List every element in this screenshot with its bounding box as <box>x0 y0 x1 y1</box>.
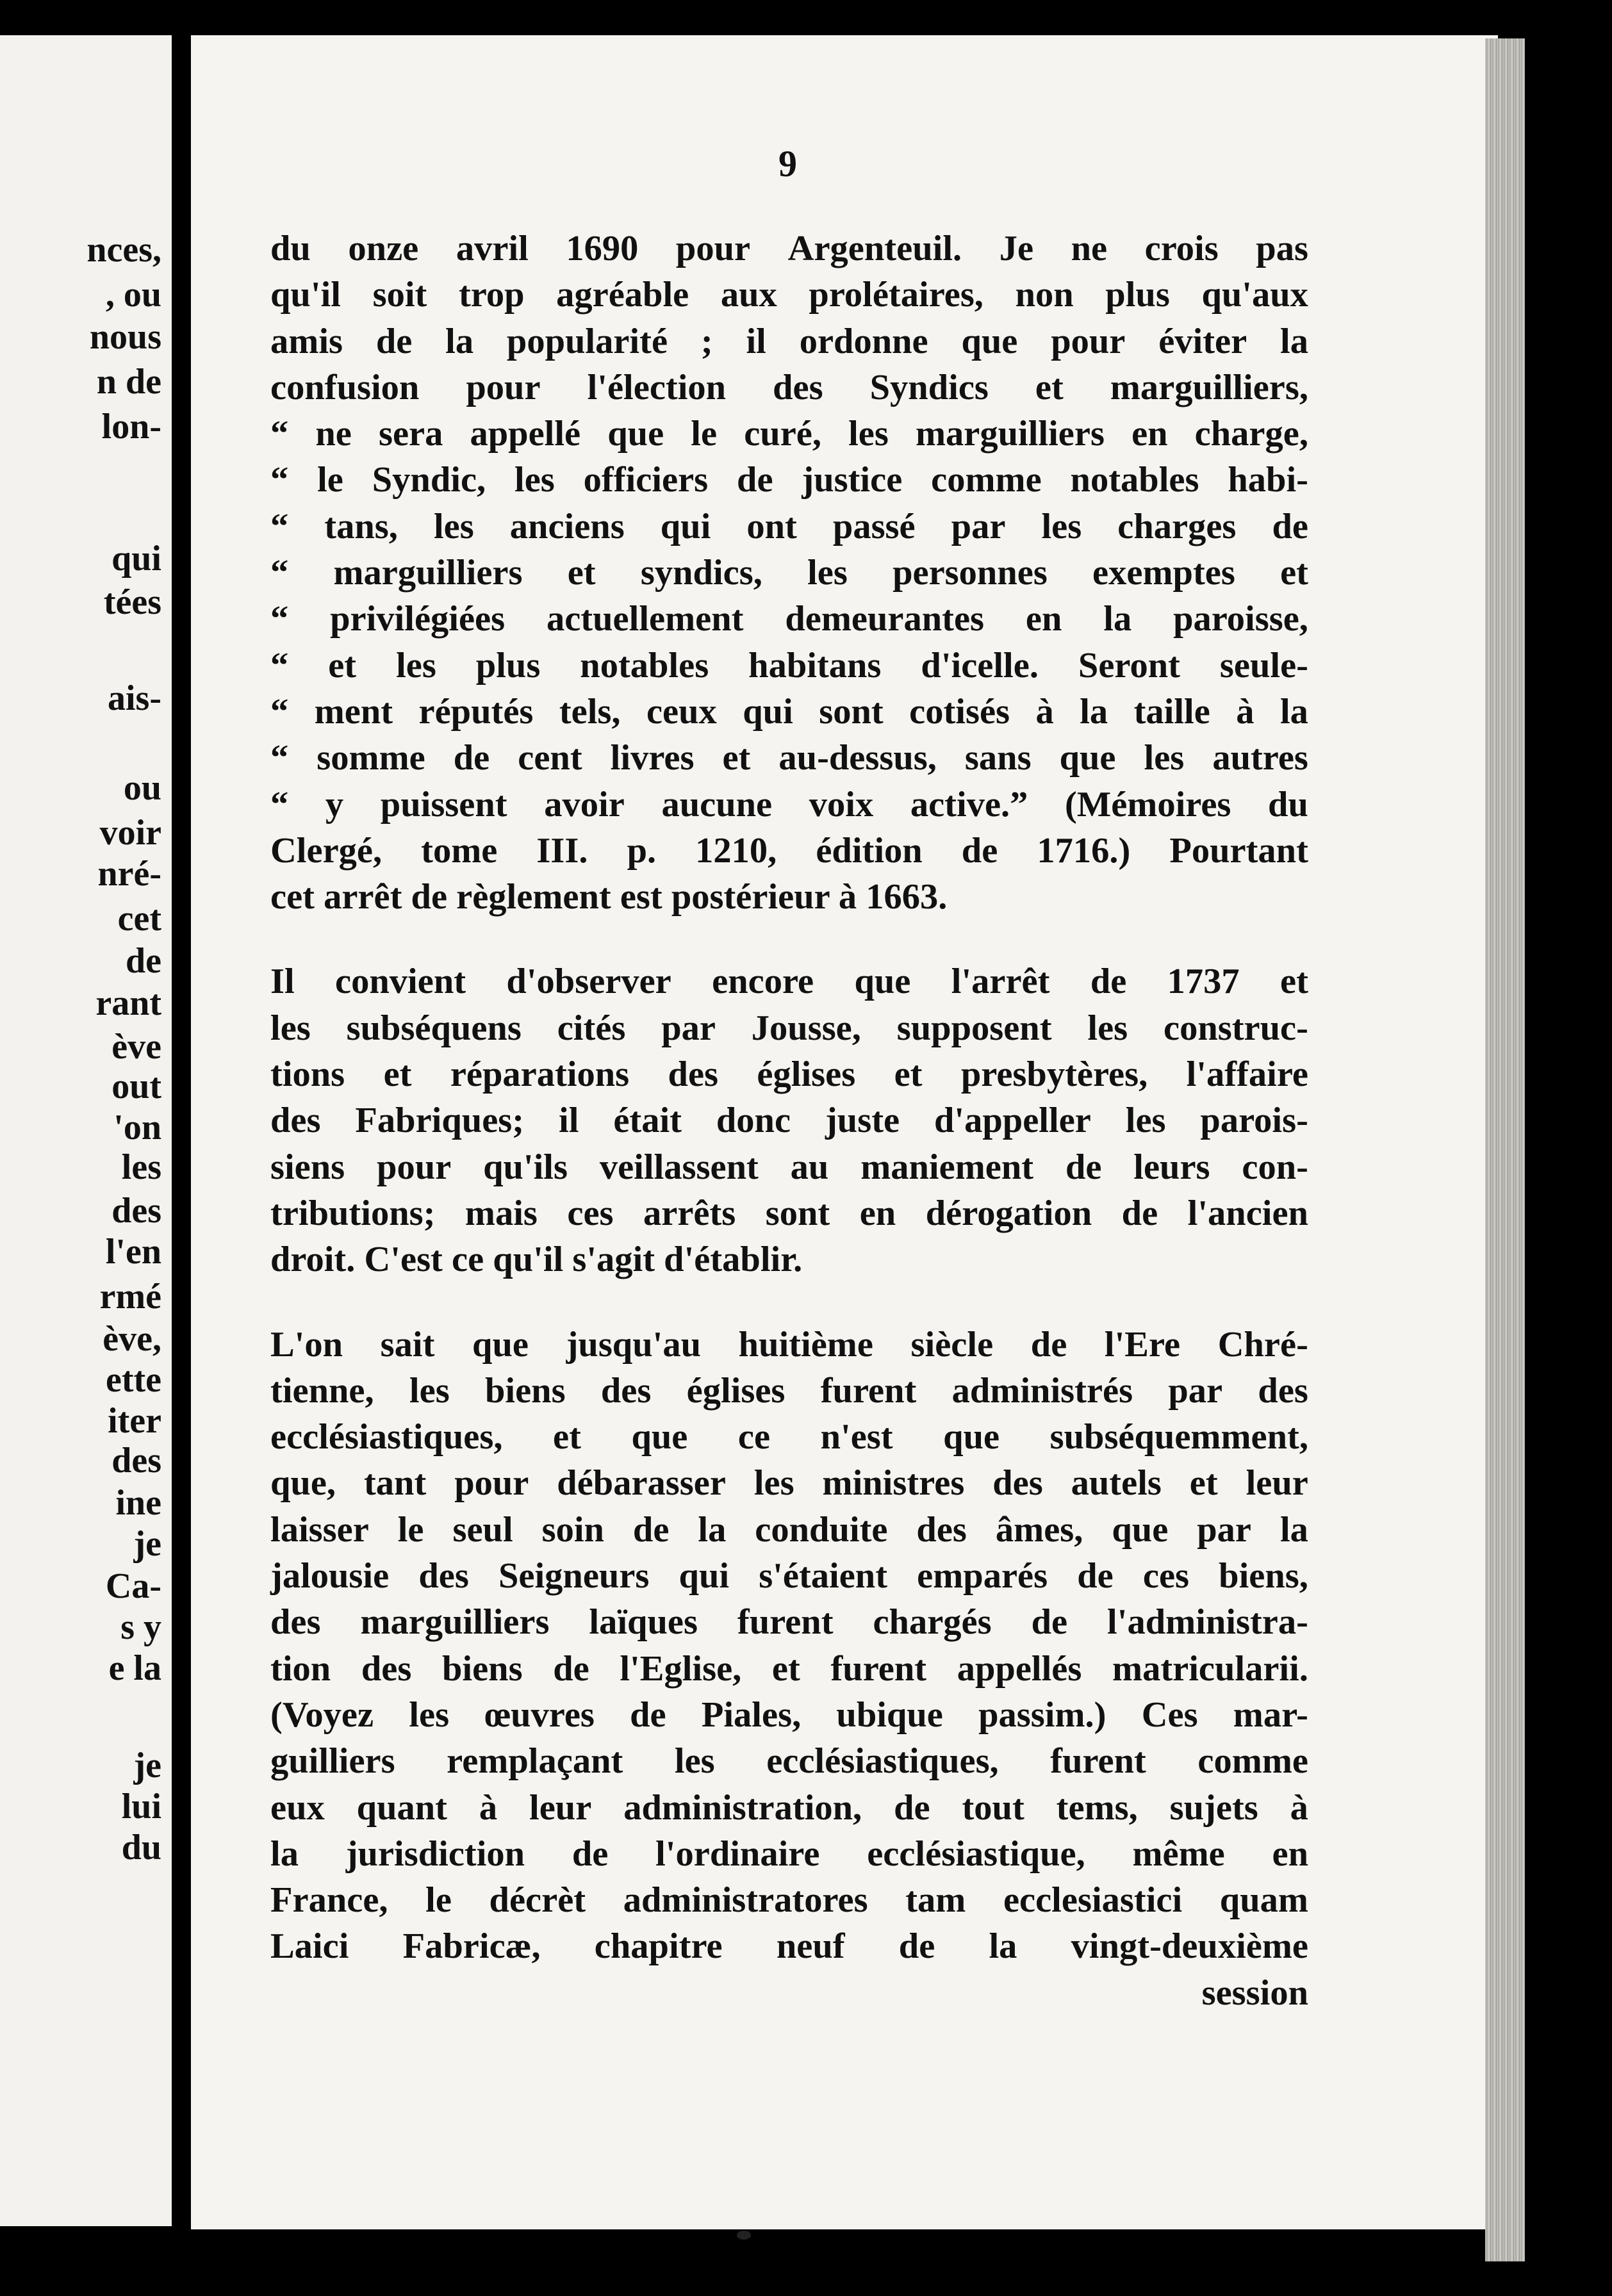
facing-page-line: l'en <box>105 1232 161 1272</box>
text-line: “ marguilliers et syndics, les personnes exemptes et <box>270 553 1308 593</box>
text-line: jalousie des Seigneurs qui s'étaient emparés de ces biens, <box>270 1556 1308 1596</box>
text-line: France, le décrèt administratores tam ecclesiastici quam <box>270 1880 1308 1921</box>
paragraph <box>270 226 1308 920</box>
text-line: les subséquens cités par Jousse, supposent les construc- <box>270 1008 1308 1048</box>
text-line: “ y puissent avoir aucune voix active.” (Mémoires du <box>270 784 1308 824</box>
text-line: “ le Syndic, les officiers de justice comme notables habi- <box>270 460 1308 500</box>
facing-page-line: les <box>121 1147 161 1187</box>
text-line: confusion pour l'élection des Syndics et marguilliers, <box>270 367 1308 407</box>
facing-page-line: out <box>111 1067 161 1106</box>
facing-page-line: iter <box>108 1401 161 1441</box>
text-line: laisser le seul soin de la conduite des âmes, que par la <box>270 1509 1308 1550</box>
paragraph <box>270 958 1308 1283</box>
text-line: des Fabriques; il était donc juste d'appeller les parois- <box>270 1101 1308 1141</box>
text-line: “ et les plus notables habitans d'icelle. Seront seule- <box>270 645 1308 685</box>
text-line: tributions; mais ces arrêts sont en dérogation de l'ancien <box>270 1193 1308 1233</box>
facing-page-line: ève, <box>103 1319 161 1359</box>
facing-page-line: ais- <box>108 678 161 718</box>
text-line: amis de la popularité ; il ordonne que pour éviter la <box>270 321 1308 361</box>
text-line: “ somme de cent livres et au-dessus, sans que les autres <box>270 738 1308 778</box>
text-line: “ ment réputés tels, ceux qui sont cotisés à la taille à la <box>270 691 1308 732</box>
page-number: 9 <box>778 143 797 184</box>
text-line: ecclésiastiques, et que ce n'est que subséquemment, <box>270 1417 1308 1457</box>
page-edge-stack <box>1485 38 1525 2261</box>
facing-page-line: , ou <box>105 275 161 315</box>
facing-page-line: ette <box>105 1360 161 1400</box>
facing-page-fragment <box>0 35 172 2226</box>
text-line: “ tans, les anciens qui ont passé par les charges de <box>270 506 1308 546</box>
facing-page-line: des <box>111 1441 161 1480</box>
facing-page-line: ève <box>111 1027 161 1067</box>
facing-page-line: n de <box>96 362 161 402</box>
text-line: eux quant à leur administration, de tout tems, sujets à <box>270 1787 1308 1828</box>
facing-page-line: lon- <box>101 407 161 447</box>
text-line: Clergé, tome III. p. 1210, édition de 1716.) Pourtant <box>270 830 1308 871</box>
text-line: tienne, les biens des églises furent administrés par des <box>270 1370 1308 1411</box>
facing-page-line: lui <box>121 1787 161 1826</box>
facing-page-line: tées <box>103 582 161 622</box>
facing-page-line: s y <box>120 1607 161 1647</box>
facing-page-line: Ca- <box>105 1566 161 1606</box>
text-line: tions et réparations des églises et presbytères, l'affaire <box>270 1054 1308 1095</box>
text-line: (Voyez les œuvres de Piales, ubique passim.) Ces mar- <box>270 1694 1308 1735</box>
facing-page-line: je <box>133 1746 161 1785</box>
facing-page-line: je <box>133 1524 161 1564</box>
facing-page-line: qui <box>111 539 161 578</box>
text-line: Laici Fabricæ, chapitre neuf de la vingt-deuxième <box>270 1926 1308 1967</box>
text-line: siens pour qu'ils veillassent au maniement de leurs con- <box>270 1147 1308 1187</box>
facing-page-line: ine <box>115 1483 161 1523</box>
text-line: du onze avril 1690 pour Argenteuil. Je ne crois pas <box>270 229 1308 268</box>
text-line: “ privilégiées actuellement demeurantes en la paroisse, <box>270 599 1308 639</box>
body-text <box>270 226 1308 2016</box>
text-line: guilliers remplaçant les ecclésiastiques, furent comme <box>270 1741 1308 1782</box>
facing-page-line: des <box>111 1191 161 1231</box>
text-line: droit. C'est ce qu'il s'agit d'établir. <box>270 1240 803 1280</box>
text-line: des marguilliers laïques furent chargés de l'administra- <box>270 1602 1308 1643</box>
text-line: tion des biens de l'Eglise, et furent appellés matricularii. <box>270 1648 1308 1689</box>
facing-page-line: ou <box>123 768 161 808</box>
facing-page-line: 'on <box>113 1108 161 1147</box>
facing-page-line: nré- <box>97 854 161 894</box>
text-line: que, tant pour débarasser les ministres des autels et leur <box>270 1463 1308 1504</box>
text-line: session <box>1201 1972 1308 2013</box>
paragraph <box>270 1322 1308 2016</box>
text-line: “ ne sera appellé que le curé, les marguilliers en charge, <box>270 414 1308 454</box>
facing-page-line: de <box>126 941 161 981</box>
text-line: qu'il soit trop agréable aux prolétaires, non plus qu'aux <box>270 275 1308 315</box>
facing-page-line: rmé <box>99 1277 161 1316</box>
facing-page-line: nous <box>89 317 161 357</box>
facing-page-line: cet <box>117 899 161 939</box>
text-line: L'on sait que jusqu'au huitième siècle de l'Ere Chré- <box>270 1324 1308 1365</box>
facing-page-line: du <box>121 1828 161 1867</box>
text-line: la jurisdiction de l'ordinaire ecclésiastique, même en <box>270 1833 1308 1874</box>
scan-speck <box>737 2231 751 2240</box>
facing-page-line: rant <box>95 983 161 1023</box>
text-line: Il convient d'observer encore que l'arrêt de 1737 et <box>270 962 1308 1002</box>
text-line: cet arrêt de règlement est postérieur à 1663. <box>270 877 948 917</box>
facing-page-line: e la <box>108 1648 161 1688</box>
facing-page-line: voir <box>99 813 161 853</box>
facing-page-line: nces, <box>86 230 161 270</box>
